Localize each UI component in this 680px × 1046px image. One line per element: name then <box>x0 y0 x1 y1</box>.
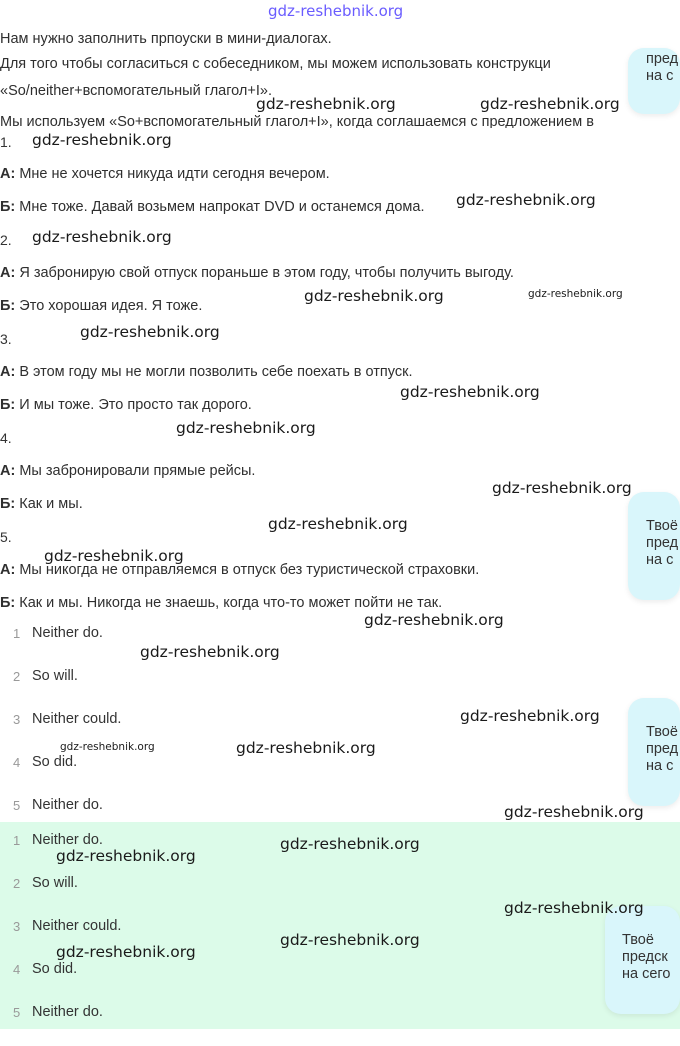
watermark: gdz-reshebnik.org <box>492 479 632 497</box>
speaker-b-line <box>0 595 442 611</box>
answer-number: 2 <box>13 876 21 891</box>
watermark: gdz-reshebnik.org <box>504 803 644 821</box>
watermark: gdz-reshebnik.org <box>256 95 396 113</box>
speaker-a-line <box>0 364 413 380</box>
watermark: gdz-reshebnik.org <box>304 287 444 305</box>
list-item <box>0 624 680 667</box>
speaker-b-line <box>0 397 252 413</box>
watermark: gdz-reshebnik.org <box>80 323 220 341</box>
top-watermark: gdz-reshebnik.org <box>268 2 404 20</box>
promo-bubble-text: Твоё <box>646 518 678 534</box>
speaker-b-label: Б: <box>0 397 16 413</box>
speaker-a-line <box>0 265 514 281</box>
speaker-b-line <box>0 199 424 215</box>
answer-text: Neither do. <box>32 797 103 813</box>
speaker-a-text: Я забронирую свой отпуск пораньше в этом году, чтобы получить выгоду. <box>19 265 514 281</box>
promo-bubble[interactable] <box>605 906 680 1014</box>
speaker-b-label: Б: <box>0 199 16 215</box>
list-item <box>0 960 680 1003</box>
intro-line-2: Для того чтобы согласиться с собеседником, мы можем использовать конструкци <box>0 56 551 72</box>
speaker-b-label: Б: <box>0 298 16 314</box>
watermark: gdz-reshebnik.org <box>176 419 316 437</box>
promo-bubble-text: на с <box>646 552 674 568</box>
watermark: gdz-reshebnik.org <box>504 899 644 917</box>
promo-bubble[interactable] <box>628 698 680 806</box>
promo-bubble-text: на с <box>646 758 674 774</box>
speaker-b-text: Как и мы. Никогда не знаешь, когда что-то может пойти не так. <box>19 595 443 611</box>
speaker-a-line <box>0 166 330 182</box>
speaker-b-text: Это хорошая идея. Я тоже. <box>19 298 203 314</box>
speaker-b-label: Б: <box>0 496 16 512</box>
watermark: gdz-reshebnik.org <box>528 288 623 300</box>
speaker-b-line <box>0 298 202 314</box>
answer-number: 3 <box>13 712 21 727</box>
answer-text: So did. <box>32 961 78 977</box>
watermark: gdz-reshebnik.org <box>400 383 540 401</box>
answer-text: So will. <box>32 668 78 684</box>
watermark: gdz-reshebnik.org <box>460 707 600 725</box>
speaker-a-text: Мне не хочется никуда идти сегодня вечером. <box>19 166 330 182</box>
answer-number: 2 <box>13 669 21 684</box>
speaker-b-text: Как и мы. <box>19 496 83 512</box>
promo-bubble-text: Твоё <box>646 724 678 740</box>
watermark: gdz-reshebnik.org <box>32 131 172 149</box>
dialogue-number: 4. <box>0 430 12 446</box>
watermark: gdz-reshebnik.org <box>44 547 184 565</box>
promo-bubble-text: пред <box>646 741 679 757</box>
promo-bubble-text: Твоё <box>622 932 654 948</box>
intro-line-3: «So/neither+вспомогательный глагол+I». <box>0 83 272 99</box>
watermark: gdz-reshebnik.org <box>140 643 280 661</box>
list-item <box>0 667 680 710</box>
promo-bubble-text: пред <box>646 535 679 551</box>
intro-line-1: Нам нужно заполнить прпоуски в мини-диалогах. <box>0 31 332 47</box>
watermark: gdz-reshebnik.org <box>456 191 596 209</box>
watermark: gdz-reshebnik.org <box>280 835 420 853</box>
list-item <box>0 1003 680 1046</box>
promo-bubble-text: пред <box>646 51 679 67</box>
answer-number: 4 <box>13 755 21 770</box>
answer-number: 3 <box>13 919 21 934</box>
answer-text: Neither do. <box>32 625 103 641</box>
speaker-b-text: Мне тоже. Давай возьмем напрокат DVD и останемся дома. <box>19 199 425 215</box>
promo-bubble-text: на сего <box>622 966 671 982</box>
answer-number: 1 <box>13 626 21 641</box>
answer-number: 5 <box>13 1005 21 1020</box>
watermark: gdz-reshebnik.org <box>56 943 196 961</box>
speaker-a-label: А: <box>0 562 16 578</box>
watermark: gdz-reshebnik.org <box>56 847 196 865</box>
promo-bubble[interactable] <box>628 492 680 600</box>
speaker-a-text: Мы забронировали прямые рейсы. <box>19 463 256 479</box>
promo-bubble-text: на с <box>646 68 674 84</box>
speaker-a-line <box>0 463 255 479</box>
speaker-a-label: А: <box>0 265 16 281</box>
speaker-b-label: Б: <box>0 595 16 611</box>
speaker-b-text: И мы тоже. Это просто так дорого. <box>19 397 252 413</box>
dialogue-number: 3. <box>0 331 12 347</box>
speaker-a-label: А: <box>0 463 16 479</box>
watermark: gdz-reshebnik.org <box>236 739 376 757</box>
answer-number: 5 <box>13 798 21 813</box>
dialogue-number: 1. <box>0 134 12 150</box>
dialogue-number: 2. <box>0 232 12 248</box>
watermark: gdz-reshebnik.org <box>280 931 420 949</box>
answer-text: Neither do. <box>32 832 103 848</box>
answer-text: So did. <box>32 754 78 770</box>
watermark: gdz-reshebnik.org <box>268 515 408 533</box>
speaker-a-text: В этом году мы не могли позволить себе поехать в отпуск. <box>19 364 413 380</box>
speaker-a-label: А: <box>0 364 16 380</box>
list-item <box>0 753 680 796</box>
answer-text: Neither could. <box>32 918 122 934</box>
answer-number: 4 <box>13 962 21 977</box>
answer-text: So will. <box>32 875 78 891</box>
watermark: gdz-reshebnik.org <box>60 741 155 753</box>
watermark: gdz-reshebnik.org <box>480 95 620 113</box>
promo-bubble[interactable] <box>628 48 680 114</box>
watermark: gdz-reshebnik.org <box>364 611 504 629</box>
speaker-a-text: Мы никогда не отправляемся в отпуск без туристической страховки. <box>19 562 480 578</box>
answer-text: Neither could. <box>32 711 122 727</box>
watermark: gdz-reshebnik.org <box>32 228 172 246</box>
intro-line-4: Мы используем «So+вспомогательный глагол+I», когда соглашаемся с предложением в <box>0 114 594 128</box>
promo-bubble-text: предск <box>622 949 668 965</box>
speaker-b-line <box>0 496 83 512</box>
answer-number: 1 <box>13 833 21 848</box>
dialogue-number: 5. <box>0 529 12 545</box>
speaker-a-label: А: <box>0 166 16 182</box>
answer-text: Neither do. <box>32 1004 103 1020</box>
